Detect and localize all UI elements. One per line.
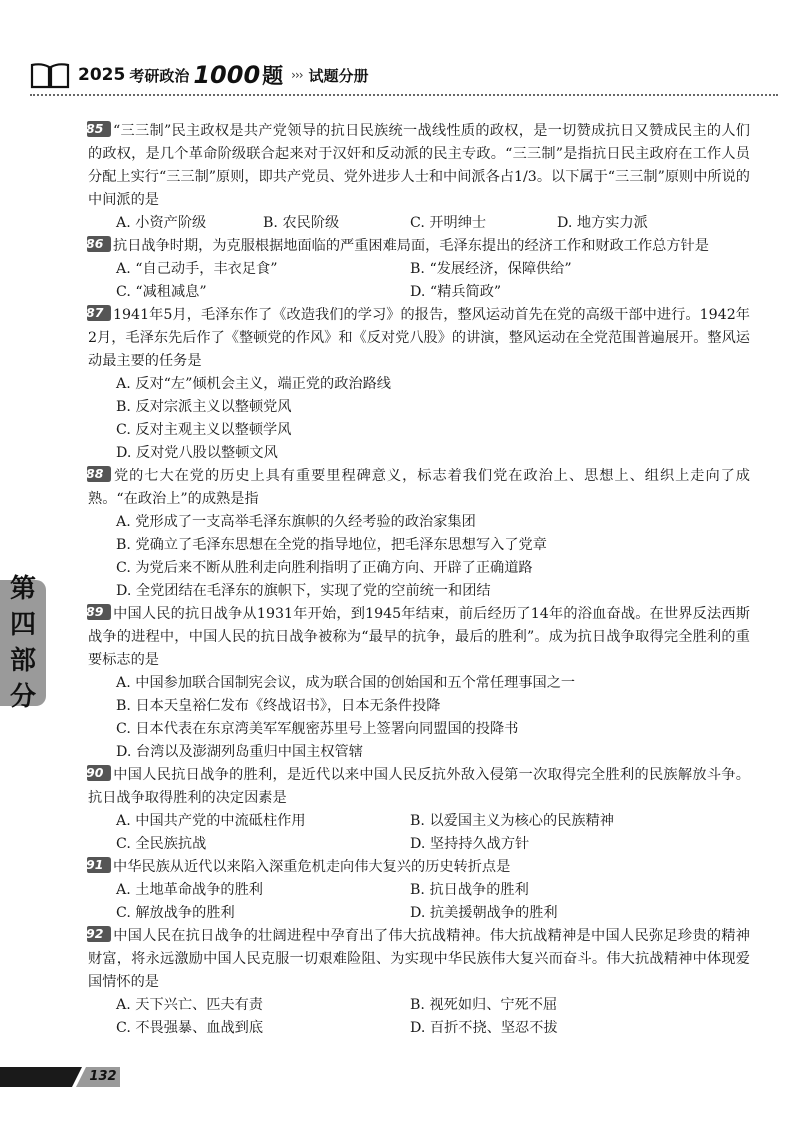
chevrons-icon: ››› bbox=[291, 68, 303, 82]
question-stem: 90 中国人民抗日战争的胜利，是近代以来中国人民反抗外敌入侵第一次取得完全胜利的民族解放斗争。抗日战争取得胜利的决定因素是 bbox=[86, 765, 750, 806]
option-d: D. 地方实力派 bbox=[557, 215, 648, 231]
side-tab-char: 四 bbox=[9, 610, 36, 640]
question-number-badge: 85 bbox=[86, 120, 112, 138]
page-number: 132 bbox=[89, 1069, 117, 1084]
header-divider bbox=[30, 94, 778, 96]
question-number-badge: 87 bbox=[86, 304, 112, 322]
option-d: D. 全党团结在毛泽东的旗帜下，实现了党的空前统一和团结 bbox=[116, 583, 491, 599]
option-d: D. “精兵简政” bbox=[410, 284, 502, 300]
option-d: D. 百折不挠、坚忍不拔 bbox=[410, 1020, 558, 1036]
question-number-badge: 90 bbox=[86, 764, 112, 782]
part-side-tab bbox=[0, 574, 46, 712]
question-stem: 86 抗日战争时期，为克服根据地面临的严重困难局面，毛泽东提出的经济工作和财政工作总方针是 bbox=[86, 236, 709, 254]
option-b: B. 视死如归、宁死不屈 bbox=[410, 997, 558, 1013]
question-85 bbox=[88, 120, 750, 235]
question-stem: 91 中华民族从近代以来陷入深重危机走向伟大复兴的历史转折点是 bbox=[86, 857, 511, 875]
question-number-badge: 86 bbox=[86, 235, 112, 253]
option-b: B. 反对宗派主义以整顿党风 bbox=[116, 399, 292, 415]
question-88 bbox=[88, 465, 750, 603]
option-b: B. 以爱国主义为核心的民族精神 bbox=[410, 813, 614, 829]
header-year: 2025 bbox=[78, 65, 126, 85]
option-c: C. “减租减息” bbox=[116, 284, 207, 300]
question-number-badge: 89 bbox=[86, 603, 112, 621]
side-tab-char: 第 bbox=[9, 574, 36, 604]
option-a: A. 中国共产党的中流砥柱作用 bbox=[116, 813, 306, 829]
question-number-badge: 91 bbox=[86, 856, 112, 874]
option-b: B. 抗日战争的胜利 bbox=[410, 882, 529, 898]
question-list bbox=[88, 120, 750, 1040]
option-a: A. “自己动手，丰衣足食” bbox=[116, 261, 278, 277]
option-b: B. “发展经济，保障供给” bbox=[410, 261, 572, 277]
side-tab-char: 分 bbox=[9, 682, 36, 712]
open-book-icon bbox=[30, 61, 70, 89]
option-d: D. 坚持持久战方针 bbox=[410, 836, 530, 852]
option-a: A. 土地革命战争的胜利 bbox=[116, 882, 263, 898]
option-a: A. 中国参加联合国制宪会议，成为联合国的创始国和五个常任理事国之一 bbox=[116, 675, 576, 691]
question-stem: 92 中国人民在抗日战争的壮阔进程中孕育出了伟大抗战精神。伟大抗战精神是中国人民弥足珍贵的精神财富，将永远激励中国人民克服一切艰难险阻、为实现中华民族伟大复兴而奋斗。伟大抗战精神中体现爱国情怀的是 bbox=[86, 926, 750, 990]
question-86 bbox=[88, 235, 750, 304]
question-89 bbox=[88, 603, 750, 764]
option-c: C. 不畏强暴、血战到底 bbox=[116, 1020, 264, 1036]
question-92 bbox=[88, 925, 750, 1040]
option-a: A. 天下兴亡、匹夫有责 bbox=[116, 997, 263, 1013]
option-c: C. 日本代表在东京湾美军军舰密苏里号上签署向同盟国的投降书 bbox=[116, 721, 519, 737]
page-header bbox=[30, 58, 770, 92]
question-stem: 88 党的七大在党的历史上具有重要里程碑意义，标志着我们党在政治上、思想上、组织上走向了成熟。“在政治上”的成熟是指 bbox=[86, 466, 750, 507]
option-c: C. 反对主观主义以整顿学风 bbox=[116, 422, 292, 438]
side-tab-char: 部 bbox=[9, 646, 36, 676]
question-stem: 89 中国人民的抗日战争从1931年开始，到1945年结束，前后经历了14年的浴血奋战。在世界反法西斯战争的进程中，中国人民的抗日战争被称为“最早的抗争，最后的胜利”。成为抗日战争取得完全胜利的重要标志的是 bbox=[86, 604, 750, 668]
header-count: 1000 bbox=[193, 61, 261, 89]
option-b: B. 党确立了毛泽东思想在全党的指导地位，把毛泽东思想写入了党章 bbox=[116, 537, 547, 553]
option-d: D. 抗美援朝战争的胜利 bbox=[410, 905, 558, 921]
header-ti: 题 bbox=[262, 64, 284, 88]
question-stem: 87 1941年5月，毛泽东作了《改造我们的学习》的报告，整风运动首先在党的高级干部中进行。1942年2月，毛泽东先后作了《整顿党的作风》和《反对党八股》的讲演，整风运动在全党范围普遍展开。整风运动最主要的任务是 bbox=[86, 305, 750, 369]
option-d: D. 反对党八股以整顿文风 bbox=[116, 445, 278, 461]
option-b: B. 农民阶级 bbox=[263, 215, 340, 231]
option-c: C. 全民族抗战 bbox=[116, 836, 207, 852]
option-b: B. 日本天皇裕仁发布《终战诏书》，日本无条件投降 bbox=[116, 698, 441, 714]
option-a: A. 小资产阶级 bbox=[116, 215, 207, 231]
question-87 bbox=[88, 304, 750, 465]
option-c: C. 开明绅士 bbox=[410, 215, 487, 231]
question-number-badge: 88 bbox=[86, 465, 112, 483]
header-section: 试题分册 bbox=[308, 66, 369, 85]
option-d: D. 台湾以及澎湖列岛重归中国主权管辖 bbox=[116, 744, 363, 760]
header-subject: 考研政治 bbox=[129, 66, 190, 85]
question-number-badge: 92 bbox=[86, 925, 112, 943]
option-a: A. 党形成了一支高举毛泽东旗帜的久经考验的政治家集团 bbox=[116, 514, 476, 530]
option-c: C. 为党后来不断从胜利走向胜利指明了正确方向、开辟了正确道路 bbox=[116, 560, 533, 576]
option-c: C. 解放战争的胜利 bbox=[116, 905, 235, 921]
question-90 bbox=[88, 764, 750, 856]
option-a: A. 反对“左”倾机会主义，端正党的政治路线 bbox=[116, 376, 391, 392]
question-stem: 85 “三三制”民主政权是共产党领导的抗日民族统一战线性质的政权，是一切赞成抗日又赞成民主的人们的政权，是几个革命阶级联合起来对于汉奸和反动派的民主专政。“三三制”是指抗日民主政府在工作人员分配上实行“三三制”原则，即共产党员、党外进步人士和中间派各占1/3。以下属于“三三制”原则中所说的中间派的是 bbox=[86, 121, 750, 208]
question-91 bbox=[88, 856, 750, 925]
